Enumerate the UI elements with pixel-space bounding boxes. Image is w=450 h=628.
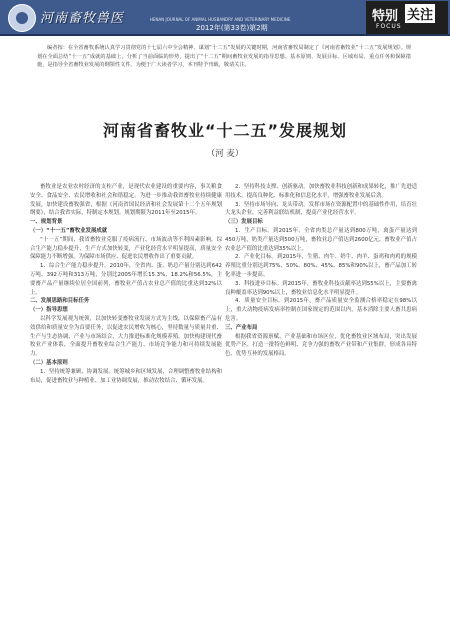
section-heading: （三）发展目标 [225, 219, 263, 226]
body-paragraph: 2．坚持科技支撑、创新驱动。加快畜牧业科技创新和成果转化，推广先进适用技术，提高良种化、标准化和信息化水平，增强畜牧业发展后劲。 [225, 184, 417, 199]
article-title: 河南省畜牧业“十二五”发展规划 [102, 121, 348, 140]
body-paragraph: 畜牧业是农业农村经济的支柱产业，是现代农业建设的重要内容，事关粮食安全、食品安全、农民增收和社会和谐稳定。为进一步推动我省畜牧业持续健康发展，加快建设畜牧强省，根据《河南省国民经济和社会发展第十二个五年规划纲要》，结合我省实际，特制定本规划。规划期限为2011年至2015年。 [30, 184, 222, 217]
journal-subtitle: HENAN JOURNAL OF ANIMAL HUSBANDRY AND VETERINARY MEDICINE [150, 17, 291, 22]
body-paragraph: 1．生产目标。到2015年，全省肉类总产量达到800万吨，禽蛋产量达到450万吨，奶类产量达到500万吨，畜牧业总产值达到2600亿元，畜牧业产值占农业总产值的比重达到35%以上。 [225, 227, 417, 252]
body-paragraph: 3．坚持市场导向、龙头带动。发挥市场在资源配置中的基础性作用，培育壮大龙头企业，完善利益联结机制，提高产业化经营水平。 [225, 201, 417, 217]
editor-note: 编者按：在全省畜牧系统认真学习贯彻党的十七届六中全会精神、谋划“十二五”发展的关键时期，河南省畜牧局制定了《河南省畜牧业“十二五”发展规划》。规划在全面总结“十一五”成就的基础上，分析了当前面临的形势，提出了“十二五”期间畜牧业发展的指导思想、基本原则、发展目标、区域布局、重点任务和保障措施，是指导全省畜牧业发展的纲领性文件。为便于广大读者学习，本刊特予刊载，敬请关注。 [37, 45, 411, 69]
body-column-right [225, 183, 417, 359]
body-paragraph: “十一五”期间，我省畜牧业克服了疫病流行、市场波动等不利因素影响，综合生产能力稳步提升，生产方式加快转变，产业化经营水平明显提高，质量安全保障能力不断增强，为保障市场供应、促进农民增收作出了重要贡献。 [30, 236, 222, 261]
journal-emblem-icon [8, 4, 36, 32]
section-heading: 一、规划背景 [30, 219, 63, 226]
section-heading: 三、产业布局 [225, 324, 258, 331]
section-heading: （二）基本原则 [30, 359, 68, 366]
badge-left-text: 特别 [372, 9, 399, 24]
section-badge [366, 1, 448, 34]
journal-name: 河南畜牧兽医 [40, 11, 125, 26]
body-paragraph: 1．坚持统筹兼顾、协调发展。统筹城乡和区域发展，合理调整畜牧业结构和布局，促进畜牧业与种植业、加工业协调发展，推动农牧结合、循环发展。 [30, 368, 222, 384]
body-column-left [30, 183, 222, 385]
body-paragraph: 根据我省资源禀赋、产业基础和市场区位，优化畜牧业区域布局，突出发展优势产区，打造一批特色鲜明、竞争力强的畜牧产业带和产业集群，形成各具特色、优势互补的发展格局。 [225, 333, 417, 358]
body-paragraph: 2．产业化目标。到2015年，生猪、肉牛、奶牛、肉羊、蛋鸡和肉鸡的规模养殖比重分别达到75%、50%、80%、45%、85%和90%以上，畜产品加工转化率进一步提高。 [225, 254, 417, 278]
badge-right-text: 关注 [405, 4, 435, 23]
section-heading: （一）“十一五”畜牧业发展成就 [30, 227, 108, 234]
body-paragraph: 4．质量安全目标。到2015年，畜产品质量安全监测合格率稳定在98%以上，重大动物疫病发病率控制在国家规定的范围以内，基本消除主要人畜共患病危害。 [225, 298, 417, 322]
body-paragraph: 1．综合生产能力稳步提升。2010年，全省肉、蛋、奶总产量分别达到642万吨、392万吨和313万吨，分别比2005年增长15.3%、18.2%和56.5%，主要畜产品产量继续位居全国前列，畜牧业产值占农业总产值的比重达到32%以上。 [30, 263, 222, 296]
section-heading: （一）指导思想 [30, 307, 68, 314]
body-paragraph: 以科学发展观为统领，以加快转变畜牧业发展方式为主线，以保障畜产品有效供给和质量安全为首要任务，以促进农民增收为核心，坚持数量与质量并重、生产与生态协调、产业与市场结合，大力推进标准化规模养殖，加快构建现代畜牧业产业体系，全面提升畜牧业综合生产能力、市场竞争能力和可持续发展能力。 [30, 315, 222, 358]
badge-en-text: FOCUS [376, 23, 402, 30]
section-heading: 二、发展思路和目标任务 [30, 298, 90, 305]
body-paragraph: 3．科技进步目标。到2015年，畜牧业科技贡献率达到55%以上，主要畜禽良种覆盖率达到90%以上，畜牧业信息化水平明显提升。 [225, 280, 417, 296]
issue-label: 2012年(第33卷)第2期 [196, 24, 268, 32]
article-author: （河 麦） [206, 149, 244, 159]
